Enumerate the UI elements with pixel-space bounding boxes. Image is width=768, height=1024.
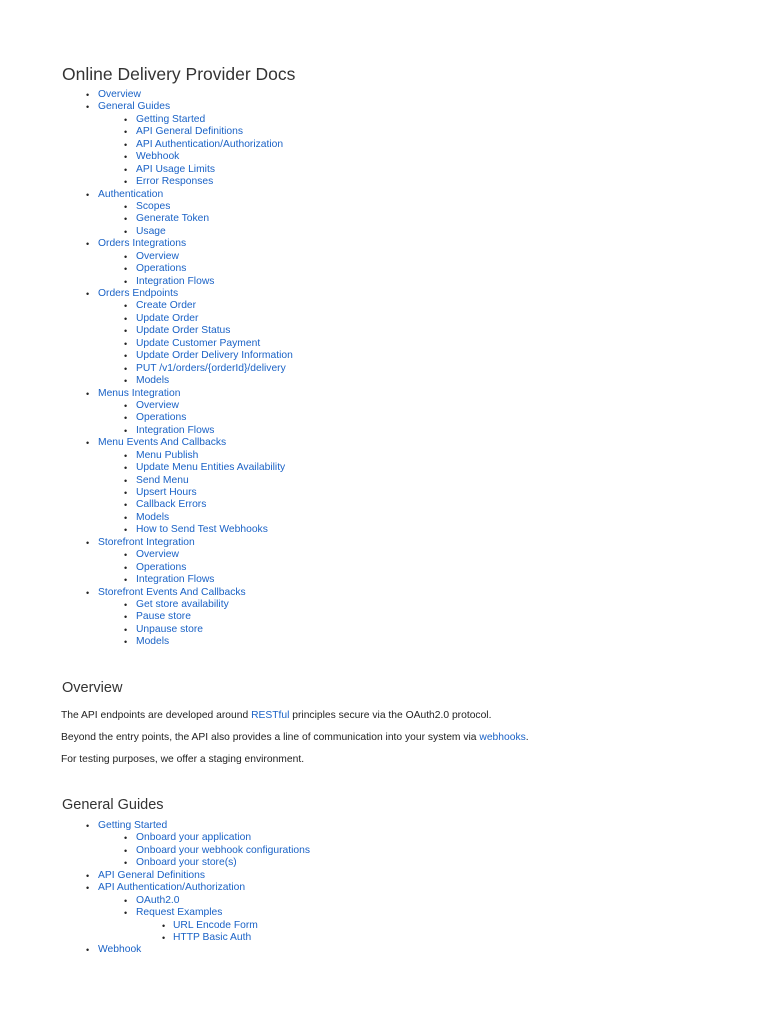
bullet-icon: • (124, 908, 128, 919)
overview-p1-text-after: principles secure via the OAuth2.0 protocol. (289, 710, 492, 721)
toc-link-operations[interactable]: Operations (136, 263, 187, 275)
bullet-icon: • (124, 550, 128, 561)
bullet-icon: • (124, 450, 128, 461)
guides-link-onboard-your-webhook-configurations[interactable]: Onboard your webhook configurations (136, 844, 311, 856)
bullet-icon: • (86, 102, 90, 113)
toc-link-api-authentication-authorization[interactable]: API Authentication/Authorization (136, 138, 284, 150)
bullet-icon: • (124, 338, 128, 349)
guides-link-api-general-definitions[interactable]: API General Definitions (98, 869, 206, 881)
toc-link-storefront-events-and-callbacks[interactable]: Storefront Events And Callbacks (98, 586, 246, 598)
toc-link-update-order[interactable]: Update Order (136, 312, 199, 324)
bullet-icon: • (86, 870, 90, 881)
guides-link-api-authentication-authorization[interactable]: API Authentication/Authorization (98, 882, 246, 894)
bullet-icon: • (124, 139, 128, 150)
toc-link-integration-flows[interactable]: Integration Flows (136, 275, 215, 287)
toc-link-error-responses[interactable]: Error Responses (136, 176, 214, 188)
toc-link-usage[interactable]: Usage (136, 225, 166, 237)
toc-link-send-menu[interactable]: Send Menu (136, 474, 189, 486)
bullet-icon: • (124, 895, 128, 906)
bullet-icon: • (124, 351, 128, 362)
bullet-icon: • (86, 90, 90, 100)
bullet-icon: • (124, 301, 128, 312)
toc-link-menu-publish[interactable]: Menu Publish (136, 449, 199, 461)
toc-link-api-usage-limits[interactable]: API Usage Limits (136, 163, 215, 175)
bullet-icon: • (124, 845, 128, 856)
toc-link-orders-endpoints[interactable]: Orders Endpoints (98, 288, 179, 299)
bullet-icon: • (124, 413, 128, 424)
bullet-icon: • (86, 945, 90, 956)
webhooks-link[interactable]: webhooks (479, 732, 526, 743)
bullet-icon: • (124, 599, 128, 610)
overview-paragraph-1 (61, 709, 491, 722)
toc-link-update-order-status[interactable]: Update Order Status (136, 325, 231, 337)
bullet-icon: • (124, 264, 128, 275)
guides-link-onboard-your-application[interactable]: Onboard your application (136, 832, 252, 844)
toc-link-models[interactable]: Models (136, 511, 170, 523)
bullet-icon: • (124, 475, 128, 486)
toc-link-operations[interactable]: Operations (136, 412, 187, 424)
bullet-icon: • (124, 488, 128, 498)
restful-link[interactable]: RESTful (251, 710, 290, 721)
toc-link-how-to-send-test-webhooks[interactable]: How to Send Test Webhooks (136, 524, 268, 536)
toc-link-pause-store[interactable]: Pause store (136, 611, 191, 623)
toc-link-put-v1-orders-orderid-delivery[interactable]: PUT /v1/orders/{orderId}/delivery (136, 362, 286, 374)
bullet-icon: • (124, 226, 128, 237)
bullet-icon: • (124, 833, 128, 844)
bullet-icon: • (124, 376, 128, 387)
bullet-icon: • (86, 239, 90, 250)
toc-link-overview[interactable]: Overview (136, 399, 179, 411)
bullet-icon: • (124, 425, 128, 436)
bullet-icon: • (86, 388, 90, 399)
toc-link-operations[interactable]: Operations (136, 561, 187, 573)
bullet-icon: • (86, 821, 90, 831)
bullet-icon: • (124, 463, 128, 474)
toc-link-menu-events-and-callbacks[interactable]: Menu Events And Callbacks (98, 437, 227, 449)
overview-paragraph-3: For testing purposes, we offer a staging environment. (61, 754, 305, 765)
overview-heading: Overview (62, 680, 123, 696)
toc-link-integration-flows[interactable]: Integration Flows (136, 574, 215, 586)
toc-link-menus-integration[interactable]: Menus Integration (98, 387, 181, 399)
overview-p2-text-before: Beyond the entry points, the API also provides a line of communication into your system via (61, 732, 480, 743)
toc-link-unpause-store[interactable]: Unpause store (136, 623, 203, 635)
guides-link-onboard-your-store-s[interactable]: Onboard your store(s) (136, 857, 237, 869)
bullet-icon: • (124, 214, 128, 225)
bullet-icon: • (124, 127, 128, 138)
bullet-icon: • (86, 537, 90, 548)
bullet-icon: • (124, 637, 128, 648)
bullet-icon: • (124, 201, 128, 212)
bullet-icon: • (124, 313, 128, 324)
guides-link-http-basic-auth[interactable]: HTTP Basic Auth (173, 931, 252, 943)
toc-link-orders-integrations[interactable]: Orders Integrations (98, 238, 187, 250)
bullet-icon: • (124, 858, 128, 869)
bullet-icon: • (124, 500, 128, 511)
toc-link-scopes[interactable]: Scopes (136, 200, 171, 212)
bullet-icon: • (86, 883, 90, 894)
bullet-icon: • (124, 164, 128, 175)
overview-paragraph-2 (61, 731, 529, 744)
general-guides-heading: General Guides (62, 797, 164, 813)
toc-link-overview[interactable]: Overview (136, 549, 179, 561)
bullet-icon: • (124, 512, 128, 523)
toc-link-authentication[interactable]: Authentication (98, 188, 164, 200)
toc-link-create-order[interactable]: Create Order (136, 300, 197, 312)
toc-link-update-customer-payment[interactable]: Update Customer Payment (136, 337, 261, 349)
bullet-icon: • (162, 920, 166, 931)
overview-p2-text-after: . (525, 732, 529, 743)
bullet-icon: • (124, 152, 128, 163)
toc-link-models[interactable]: Models (136, 636, 170, 648)
bullet-icon: • (86, 289, 90, 299)
bullet-icon: • (86, 587, 90, 598)
toc-link-generate-token[interactable]: Generate Token (136, 213, 210, 225)
toc-link-overview[interactable]: Overview (136, 250, 179, 262)
bullet-icon: • (86, 189, 90, 200)
toc-link-update-menu-entities-availability[interactable]: Update Menu Entities Availability (136, 462, 286, 474)
overview-p1-text-before: The API endpoints are developed around (61, 710, 252, 721)
toc-link-overview[interactable]: Overview (98, 89, 141, 100)
bullet-icon: • (124, 251, 128, 262)
toc-link-callback-errors[interactable]: Callback Errors (136, 499, 207, 511)
toc-link-get-store-availability[interactable]: Get store availability (136, 598, 229, 610)
bullet-icon: • (124, 326, 128, 337)
bullet-icon: • (124, 114, 128, 125)
bullet-icon: • (124, 575, 128, 586)
page-title: Online Delivery Provider Docs (62, 64, 296, 84)
bullet-icon: • (124, 624, 128, 635)
toc-link-storefront-integration[interactable]: Storefront Integration (98, 536, 195, 548)
toc-link-integration-flows[interactable]: Integration Flows (136, 424, 215, 436)
bullet-icon: • (124, 276, 128, 287)
toc-link-webhook[interactable]: Webhook (136, 151, 180, 163)
bullet-icon: • (86, 438, 90, 449)
guides-link-webhook[interactable]: Webhook (98, 944, 142, 956)
bullet-icon: • (124, 562, 128, 573)
guides-link-oauth2-0[interactable]: OAuth2.0 (136, 894, 180, 906)
bullet-icon: • (124, 400, 128, 411)
toc-link-update-order-delivery-information[interactable]: Update Order Delivery Information (136, 350, 293, 362)
bullet-icon: • (162, 932, 166, 943)
guides-link-getting-started[interactable]: Getting Started (98, 820, 168, 831)
toc-link-api-general-definitions[interactable]: API General Definitions (136, 126, 244, 138)
bullet-icon: • (124, 612, 128, 623)
bullet-icon: • (124, 525, 128, 536)
bullet-icon: • (124, 363, 128, 374)
toc-link-models[interactable]: Models (136, 375, 170, 387)
guides-link-request-examples[interactable]: Request Examples (136, 907, 223, 919)
toc-link-general-guides[interactable]: General Guides (98, 101, 171, 113)
toc-link-getting-started[interactable]: Getting Started (136, 113, 206, 125)
guides-link-url-encode-form[interactable]: URL Encode Form (173, 919, 258, 931)
bullet-icon: • (124, 177, 128, 188)
toc-link-upsert-hours[interactable]: Upsert Hours (136, 487, 197, 498)
